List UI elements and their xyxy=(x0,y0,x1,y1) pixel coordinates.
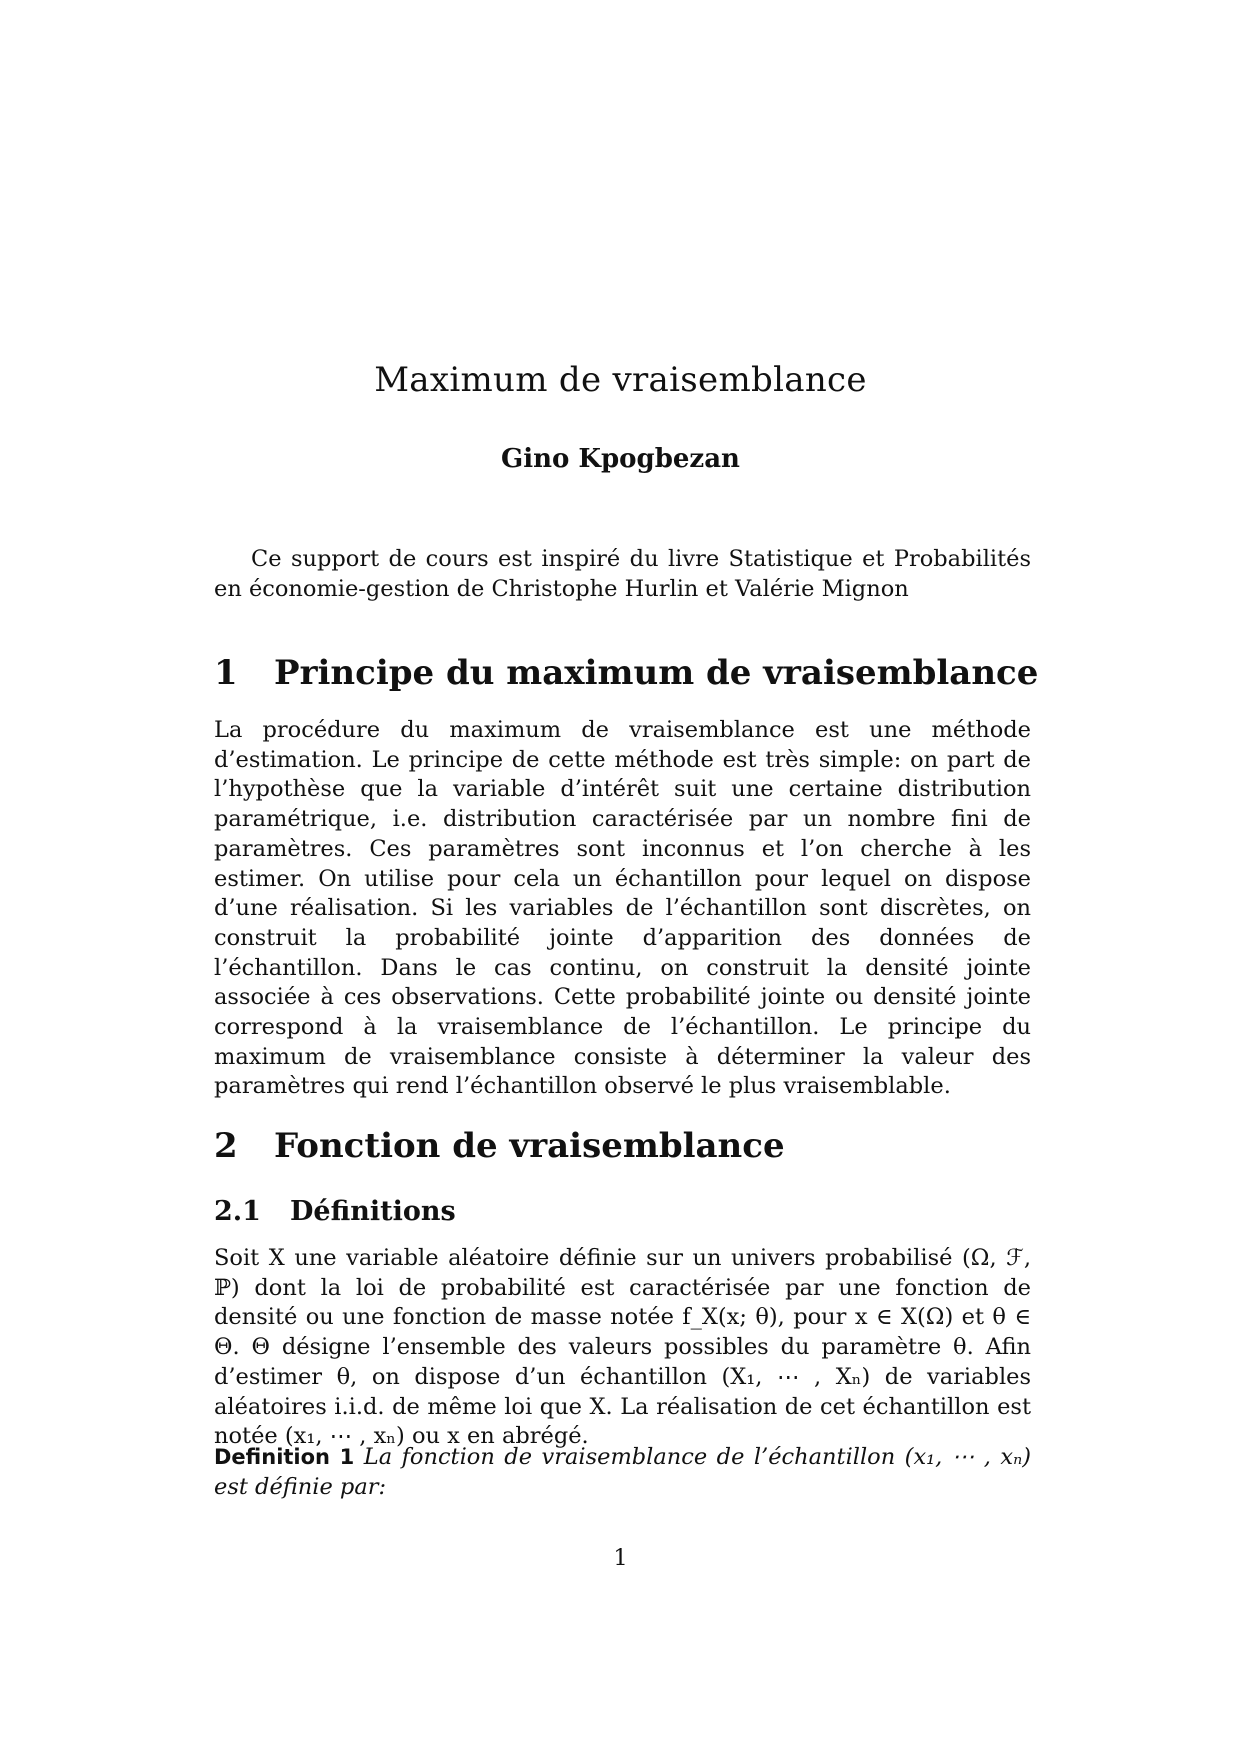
section-2-title: Fonction de vraisemblance xyxy=(274,1126,785,1166)
author-name: Gino Kpogbezan xyxy=(501,444,740,474)
section-1-title: Principe du maximum de vraisemblance xyxy=(274,653,1039,693)
definition-label: Definition 1 xyxy=(214,1445,355,1469)
definition-text: La fonction de vraisemblance de l’échantillon (x₁, ⋯ , xₙ) est définie par: xyxy=(214,1444,1031,1500)
page-number: 1 xyxy=(613,1545,628,1571)
subsection-2-1-number: 2.1 xyxy=(214,1196,261,1227)
subsection-2-1-title: Définitions xyxy=(290,1196,456,1227)
definition-1 xyxy=(214,1442,1031,1502)
section-1-heading xyxy=(214,653,1039,693)
section-1-number: 1 xyxy=(214,653,238,693)
subsection-2-1-paragraph: Soit X une variable aléatoire définie sur un univers probabilisé (Ω, ℱ, ℙ) dont la loi de probabilité est caractérisée par une fonction de densité ou une fonction de masse notée f_X(x; θ), pour x ∈ X(Ω) et θ ∈ Θ. Θ désigne l’ensemble des valeurs possibles du paramètre θ. Afin d’estimer θ, on dispose d’un échantillon (X₁, ⋯ , Xₙ) de variables aléatoires i.i.d. de même loi que X. La réalisation de cet échantillon est notée (x₁, ⋯ , xₙ) ou x en abrégé. xyxy=(214,1245,1031,1450)
section-1-paragraph: La procédure du maximum de vraisemblance est une méthode d’estimation. Le principe de cette méthode est très simple: on part de l’hypothèse que la variable d’intérêt suit une certaine distribution paramétrique, i.e. distribution caractérisée par un nombre fini de paramètres. Ces paramètres sont inconnus et l’on cherche à les estimer. On utilise pour cela un échantillon pour lequel on dispose d’une réalisation. Si les variables de l’échantillon sont discrètes, on construit la probabilité jointe d’apparition des données de l’échantillon. Dans le cas continu, on construit la densité jointe associée à ces observations. Cette probabilité jointe ou densité jointe correspond à la vraisemblance de l’échantillon. Le principe du maximum de vraisemblance consiste à déterminer la valeur des paramètres qui rend l’échantillon observé le plus vraisemblable. xyxy=(214,717,1031,1100)
subsection-2-1-heading xyxy=(214,1196,1031,1227)
section-2-heading xyxy=(214,1126,1031,1166)
document-title: Maximum de vraisemblance xyxy=(374,360,867,400)
section-2-number: 2 xyxy=(214,1126,238,1166)
intro-paragraph: Ce support de cours est inspiré du livre Statistique et Probabilités en économie-gestion de Christophe Hurlin et Valérie Mignon xyxy=(214,546,1031,602)
